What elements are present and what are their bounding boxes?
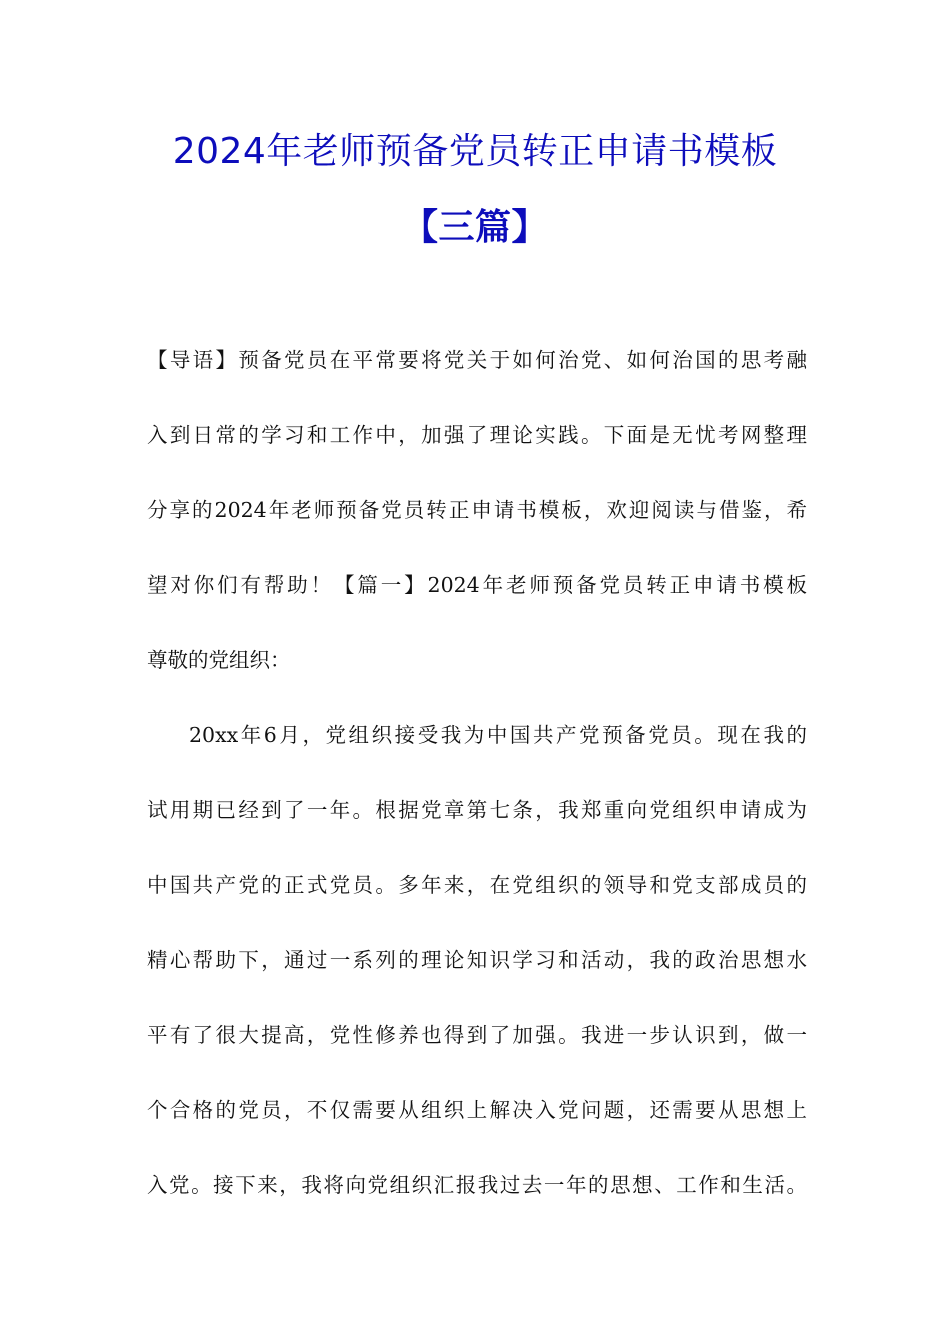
body-line: 精心帮助下，通过一系列的理论知识学习和活动，我的政治思想水: [147, 948, 807, 972]
body-line: 【导语】预备党员在平常要将党关于如何治党、如何治国的思考融: [147, 348, 807, 372]
body-line: 望对你们有帮助！【篇一】2024年老师预备党员转正申请书模板: [147, 573, 807, 597]
body-line: 试用期已经到了一年。根据党章第七条，我郑重向党组织申请成为: [147, 798, 807, 822]
body-line: 入到日常的学习和工作中，加强了理论实践。下面是无忧考网整理: [147, 423, 807, 447]
body-line: 个合格的党员，不仅需要从组织上解决入党问题，还需要从思想上: [147, 1098, 807, 1122]
body-line: 20xx年6月，党组织接受我为中国共产党预备党员。现在我的: [189, 723, 807, 747]
salutation-line: 尊敬的党组织：: [147, 648, 291, 672]
body-line: 中国共产党的正式党员。多年来，在党组织的领导和党支部成员的: [147, 873, 807, 897]
document-title: 2024年老师预备党员转正申请书模板: [172, 131, 778, 172]
body-line: 平有了很大提高，党性修养也得到了加强。我进一步认识到，做一: [147, 1023, 807, 1047]
document-title-subtitle: 【三篇】: [401, 207, 548, 248]
body-line: 分享的2024年老师预备党员转正申请书模板，欢迎阅读与借鉴，希: [147, 498, 807, 522]
body-line: 入党。接下来，我将向党组织汇报我过去一年的思想、工作和生活。: [147, 1173, 807, 1197]
